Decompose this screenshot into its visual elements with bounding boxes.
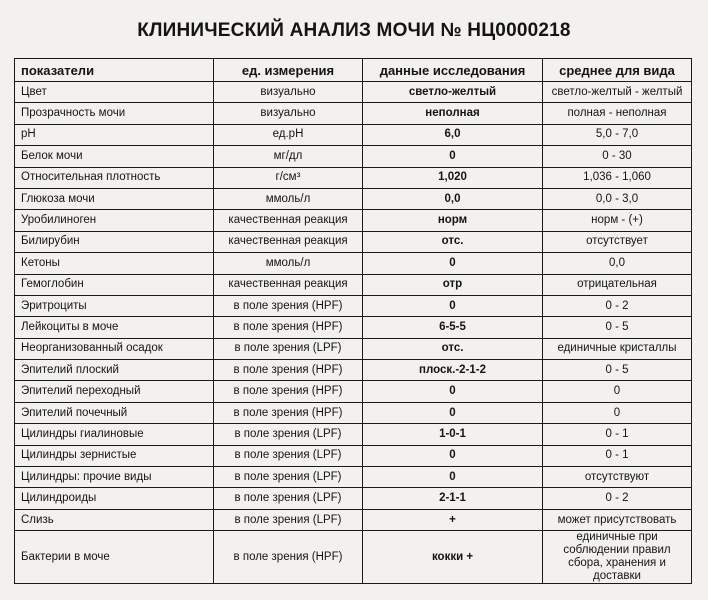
table-row: [15, 445, 692, 466]
indicator-name: Эпителий плоский: [15, 360, 214, 381]
norm-cell: 0 - 5: [543, 317, 692, 338]
table-row: [15, 231, 692, 252]
norm-cell: единичные при соблюдении правил сбора, хранения и доставки: [543, 531, 692, 584]
result-cell: 6-5-5: [363, 317, 543, 338]
indicator-name: Глюкоза мочи: [15, 188, 214, 209]
indicator-name: Цилиндроиды: [15, 488, 214, 509]
table-row: [15, 531, 692, 584]
unit-cell: г/см³: [214, 167, 363, 188]
table-row: [15, 124, 692, 145]
result-cell: 6,0: [363, 124, 543, 145]
unit-cell: в поле зрения (HPF): [214, 360, 363, 381]
norm-cell: 5,0 - 7,0: [543, 124, 692, 145]
unit-cell: в поле зрения (LPF): [214, 467, 363, 488]
norm-cell: 0,0 - 3,0: [543, 188, 692, 209]
norm-cell: отсутствуют: [543, 467, 692, 488]
table-row: [15, 317, 692, 338]
norm-cell: 0: [543, 402, 692, 423]
table-row: [15, 295, 692, 316]
table-row: [15, 360, 692, 381]
result-cell: 0,0: [363, 188, 543, 209]
table-row: [15, 210, 692, 231]
table-row: [15, 381, 692, 402]
header-indicator: показатели: [15, 59, 214, 82]
results-table: [14, 58, 692, 584]
table-row: [15, 146, 692, 167]
norm-cell: отсутствует: [543, 231, 692, 252]
indicator-name: Эритроциты: [15, 295, 214, 316]
table-row: [15, 103, 692, 124]
result-cell: 2-1-1: [363, 488, 543, 509]
table-row: [15, 467, 692, 488]
norm-cell: светло-желтый - желтый: [543, 82, 692, 103]
header-norm: среднее для вида: [543, 59, 692, 82]
unit-cell: в поле зрения (HPF): [214, 531, 363, 584]
table-row: [15, 82, 692, 103]
unit-cell: визуально: [214, 82, 363, 103]
unit-cell: мг/дл: [214, 146, 363, 167]
table-row: [15, 188, 692, 209]
norm-cell: 0 - 5: [543, 360, 692, 381]
norm-cell: 0 - 2: [543, 295, 692, 316]
result-cell: отс.: [363, 338, 543, 359]
indicator-name: Цилиндры гиалиновые: [15, 424, 214, 445]
table-row: [15, 424, 692, 445]
result-cell: отр: [363, 274, 543, 295]
table-row: [15, 509, 692, 530]
unit-cell: качественная реакция: [214, 231, 363, 252]
table-header-row: [15, 59, 692, 82]
result-cell: норм: [363, 210, 543, 231]
unit-cell: ммоль/л: [214, 253, 363, 274]
norm-cell: 0 - 1: [543, 445, 692, 466]
indicator-name: Уробилиноген: [15, 210, 214, 231]
unit-cell: в поле зрения (HPF): [214, 402, 363, 423]
table-row: [15, 253, 692, 274]
unit-cell: в поле зрения (LPF): [214, 488, 363, 509]
unit-cell: качественная реакция: [214, 210, 363, 231]
indicator-name: Билирубин: [15, 231, 214, 252]
table-row: [15, 488, 692, 509]
unit-cell: визуально: [214, 103, 363, 124]
unit-cell: ед.pH: [214, 124, 363, 145]
indicator-name: Прозрачность мочи: [15, 103, 214, 124]
norm-cell: полная - неполная: [543, 103, 692, 124]
result-cell: светло-желтый: [363, 82, 543, 103]
indicator-name: Цвет: [15, 82, 214, 103]
unit-cell: в поле зрения (HPF): [214, 317, 363, 338]
table-row: [15, 274, 692, 295]
result-cell: плоск.-2-1-2: [363, 360, 543, 381]
result-cell: 0: [363, 295, 543, 316]
unit-cell: качественная реакция: [214, 274, 363, 295]
result-cell: 0: [363, 146, 543, 167]
norm-cell: 0,0: [543, 253, 692, 274]
result-cell: 0: [363, 402, 543, 423]
norm-cell: 1,036 - 1,060: [543, 167, 692, 188]
result-cell: отс.: [363, 231, 543, 252]
indicator-name: Эпителий переходный: [15, 381, 214, 402]
result-cell: 0: [363, 381, 543, 402]
norm-cell: 0 - 30: [543, 146, 692, 167]
header-result: данные исследования: [363, 59, 543, 82]
indicator-name: Бактерии в моче: [15, 531, 214, 584]
unit-cell: в поле зрения (LPF): [214, 338, 363, 359]
result-cell: неполная: [363, 103, 543, 124]
table-row: [15, 338, 692, 359]
unit-cell: в поле зрения (HPF): [214, 381, 363, 402]
result-cell: кокки +: [363, 531, 543, 584]
norm-cell: 0 - 1: [543, 424, 692, 445]
result-cell: 1-0-1: [363, 424, 543, 445]
unit-cell: в поле зрения (LPF): [214, 445, 363, 466]
result-cell: 0: [363, 467, 543, 488]
unit-cell: в поле зрения (LPF): [214, 509, 363, 530]
unit-cell: в поле зрения (HPF): [214, 295, 363, 316]
indicator-name: Белок мочи: [15, 146, 214, 167]
indicator-name: Гемоглобин: [15, 274, 214, 295]
indicator-name: Цилиндры: прочие виды: [15, 467, 214, 488]
document-title: КЛИНИЧЕСКИЙ АНАЛИЗ МОЧИ № НЦ0000218: [137, 20, 571, 41]
norm-cell: 0: [543, 381, 692, 402]
indicator-name: Относительная плотность: [15, 167, 214, 188]
norm-cell: может присутствовать: [543, 509, 692, 530]
unit-cell: ммоль/л: [214, 188, 363, 209]
indicator-name: Эпителий почечный: [15, 402, 214, 423]
indicator-name: Слизь: [15, 509, 214, 530]
indicator-name: Лейкоциты в моче: [15, 317, 214, 338]
result-cell: 0: [363, 253, 543, 274]
result-cell: +: [363, 509, 543, 530]
unit-cell: в поле зрения (LPF): [214, 424, 363, 445]
norm-cell: отрицательная: [543, 274, 692, 295]
result-cell: 1,020: [363, 167, 543, 188]
table-row: [15, 167, 692, 188]
table-row: [15, 402, 692, 423]
result-cell: 0: [363, 445, 543, 466]
header-unit: ед. измерения: [214, 59, 363, 82]
norm-cell: 0 - 2: [543, 488, 692, 509]
norm-cell: норм - (+): [543, 210, 692, 231]
indicator-name: Неорганизованный осадок: [15, 338, 214, 359]
indicator-name: Цилиндры зернистые: [15, 445, 214, 466]
norm-cell: единичные кристаллы: [543, 338, 692, 359]
indicator-name: pH: [15, 124, 214, 145]
table-body: [15, 82, 692, 584]
indicator-name: Кетоны: [15, 253, 214, 274]
